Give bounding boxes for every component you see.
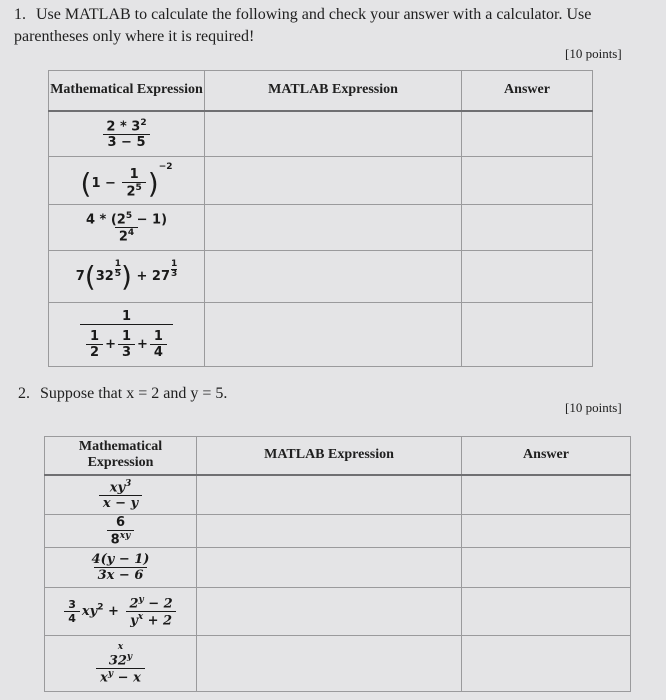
question-2-body: Suppose that x = 2 and y = 5. <box>40 385 228 402</box>
matlab-expression-input[interactable] <box>205 205 462 251</box>
answer-input[interactable] <box>462 475 631 515</box>
expression: $\frac{4(y - 1)}{3x - 6}$ <box>91 552 150 584</box>
matlab-expression-input[interactable] <box>197 515 462 548</box>
matlab-expression-input[interactable] <box>197 548 462 588</box>
math-expression-cell <box>49 205 205 251</box>
expression: 1 $\frac{1}{2}$ + $\frac{1}{3}$ + $\frac{1}{4}$ <box>80 309 173 360</box>
answer-input[interactable] <box>462 515 631 548</box>
matlab-expression-input[interactable] <box>197 636 462 692</box>
answer-input[interactable] <box>462 251 593 303</box>
math-expression-cell <box>45 475 197 515</box>
expression: x 32$^y$ $x^y - x$ <box>96 643 145 686</box>
answer-input[interactable] <box>462 157 593 205</box>
expression: $\frac{2 * 3^2}{3 - 5}$ <box>102 118 150 150</box>
expression: $\frac{6}{8^{xy}}$ <box>107 515 135 547</box>
question-1-table <box>48 70 593 367</box>
table-row <box>45 636 631 692</box>
answer-input[interactable] <box>462 548 631 588</box>
answer-input[interactable] <box>462 588 631 636</box>
expression: $\frac{3}{4}$ $xy^2$ + $\frac{2^y - 2}{y^x + 2}$ <box>62 604 178 619</box>
table-row <box>49 303 593 367</box>
table-row <box>49 205 593 251</box>
math-expression-cell <box>45 515 197 548</box>
math-expression-cell <box>49 157 205 205</box>
answer-input[interactable] <box>462 111 593 157</box>
matlab-expression-input[interactable] <box>197 588 462 636</box>
math-expression-cell <box>45 636 197 692</box>
table-row <box>49 251 593 303</box>
expression: (1 − $\frac{1}{2^5}$ )$^{-2}$ <box>80 161 173 200</box>
matlab-expression-input[interactable] <box>197 475 462 515</box>
table-row <box>45 515 631 548</box>
answer-input[interactable] <box>462 303 593 367</box>
header-matlab-expression: MATLAB Expression <box>205 71 462 111</box>
question-1-text <box>14 4 644 48</box>
matlab-expression-input[interactable] <box>205 157 462 205</box>
question-2-number: 2. <box>18 385 30 402</box>
expression: $\frac{xy^3}{x - y}$ <box>99 479 142 511</box>
question-2-table <box>44 436 631 692</box>
table-header-row <box>49 71 593 111</box>
question-1-points: [10 points] <box>565 46 622 61</box>
math-expression-cell <box>49 303 205 367</box>
math-expression-cell <box>49 251 205 303</box>
table-row <box>45 475 631 515</box>
table-row <box>49 157 593 205</box>
header-math-expression: Mathematical Expression <box>45 437 197 475</box>
math-expression-cell <box>45 548 197 588</box>
answer-input[interactable] <box>462 205 593 251</box>
math-expression-cell <box>49 111 205 157</box>
table-header-row <box>45 437 631 475</box>
header-answer: Answer <box>462 71 593 111</box>
matlab-expression-input[interactable] <box>205 251 462 303</box>
question-1-number: 1. <box>14 6 26 23</box>
matlab-expression-input[interactable] <box>205 303 462 367</box>
header-matlab-expression: MATLAB Expression <box>197 437 462 475</box>
table-row <box>45 548 631 588</box>
question-2-points: [10 points] <box>565 400 622 415</box>
table-row <box>49 111 593 157</box>
matlab-expression-input[interactable] <box>205 111 462 157</box>
question-1-body: Use MATLAB to calculate the following and check your answer with a calculator. Use parentheses only where it is required! <box>14 6 592 45</box>
table-row <box>45 588 631 636</box>
math-expression-cell <box>45 588 197 636</box>
expression: 7(32 $\frac{1}{5}$ ) + 27 $\frac{1}{3}$ <box>75 259 178 293</box>
question-2-text <box>18 383 227 405</box>
expression: $\frac{4 * (2^5 - 1)}{2^4}$ <box>85 210 168 245</box>
header-answer: Answer <box>462 437 631 475</box>
answer-input[interactable] <box>462 636 631 692</box>
header-math-expression: Mathematical Expression <box>49 71 205 111</box>
